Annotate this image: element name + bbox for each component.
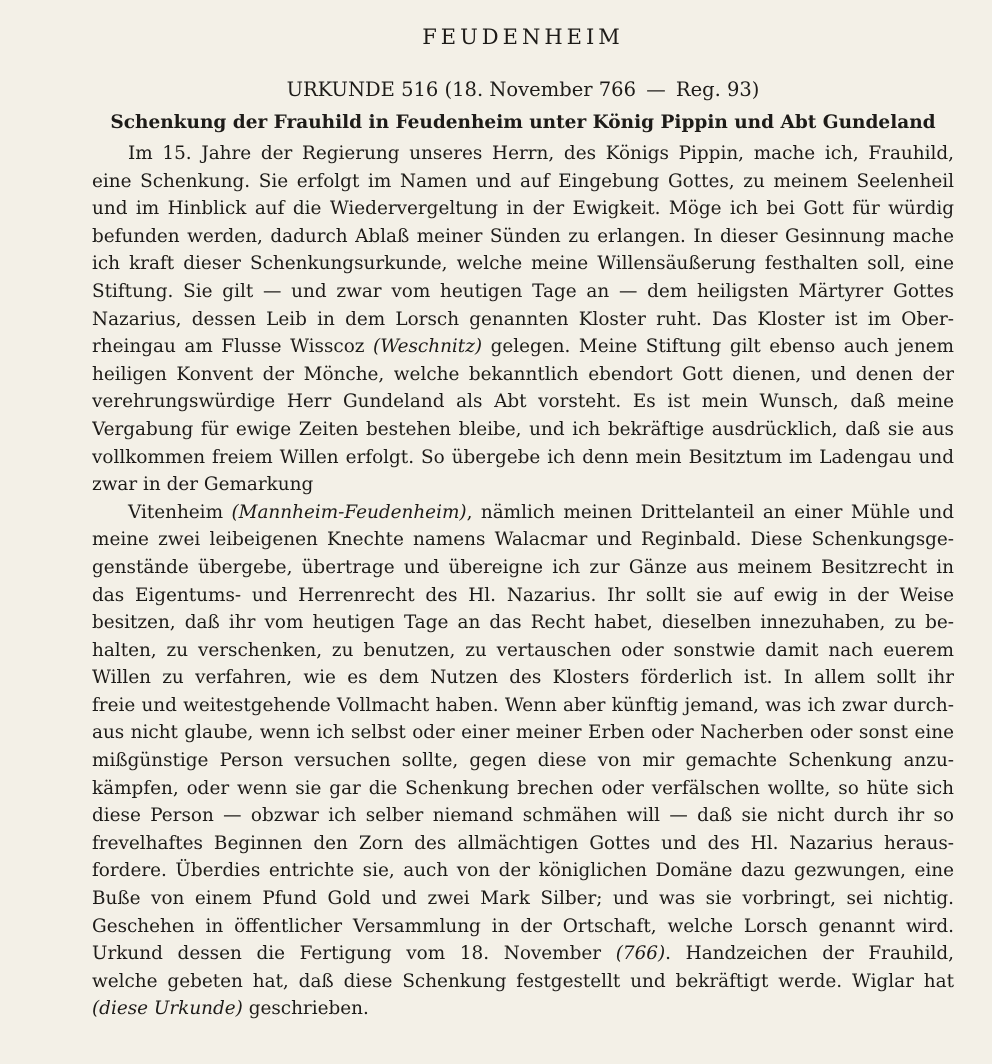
text-line — [92, 168, 954, 196]
text-segment: mißgünstige Person versuchen sollte, gegen diese von mir gemachte Schenkung anzu- — [92, 750, 954, 772]
text-segment: verehrungswürdige Herr Gundeland als Abt vorsteht. Es ist mein Wunsch, daß meine — [92, 391, 954, 413]
text-segment: genstände übergebe, übertrage und übereigne ich zur Gänze aus meinem Besitzrecht in — [92, 556, 954, 578]
document-date: (18. November 766 — [444, 78, 636, 101]
text-segment: vollkommen freiem Willen erfolgt. So übergebe ich denn mein Besitztum im Ladengau und — [92, 446, 954, 468]
text-segment: rheingau am Flusse Wisscoz — [92, 336, 374, 358]
text-line — [92, 444, 954, 472]
paragraph-1 — [92, 140, 954, 499]
text-segment: heiligen Konvent der Mönche, welche bekanntlich ebendort Gott dienen, und denen der — [92, 363, 954, 385]
text-line — [92, 140, 954, 168]
text-line — [92, 609, 954, 637]
text-segment: geschrieben. — [242, 998, 369, 1020]
text-line — [92, 416, 954, 444]
text-line — [92, 637, 954, 665]
text-segment: Urkund dessen die Fertigung vom 18. November — [92, 943, 616, 965]
text-segment: Buße von einem Pfund Gold und zwei Mark Silber; und was sie vorbringt, sei nichtig. — [92, 888, 954, 910]
text-segment: meine zwei leibeigenen Knechte namens Walacmar und Reginbald. Diese Schenkungsge- — [92, 529, 954, 551]
text-line — [92, 692, 954, 720]
paragraph-2 — [92, 499, 954, 1023]
text-line — [92, 968, 954, 996]
text-segment: befunden werden, dadurch Ablaß meiner Sünden zu erlangen. In dieser Gesinnung mache — [92, 225, 954, 247]
italic-annotation: (Mannheim-Feudenheim) — [231, 501, 467, 523]
text-line — [92, 664, 954, 692]
text-segment: , nämlich meinen Drittelanteil an einer Mühle und — [466, 501, 954, 523]
register-reference: Reg. 93) — [675, 78, 760, 101]
text-segment: frevelhaftes Beginnen den Zorn des allmächtigen Gottes und des Hl. Nazarius heraus- — [92, 832, 954, 854]
text-segment: Vitenheim — [128, 501, 232, 523]
text-line — [92, 885, 954, 913]
text-line — [92, 582, 954, 610]
text-line — [92, 913, 954, 941]
text-segment: Stiftung. Sie gilt — und zwar vom heutigen Tage an — dem heiligsten Märtyrer Gottes — [92, 280, 954, 302]
text-segment: Nazarius, dessen Leib in dem Lorsch genannten Kloster ruht. Das Kloster ist im Ober- — [92, 308, 954, 330]
text-segment: Im 15. Jahre der Regierung unseres Herrn, des Königs Pippin, mache ich, Frauhild, — [128, 143, 954, 164]
text-line — [92, 995, 954, 1023]
heading-separator: — — [646, 78, 666, 101]
running-head: FEUDENHEIM — [422, 25, 624, 49]
text-line — [92, 250, 954, 278]
document-subject: Schenkung der Frauhild in Feudenheim unter König Pippin und Abt Gundeland — [110, 112, 936, 133]
text-segment: welche gebeten hat, daß diese Schenkung festgestellt und bekräftigt werde. Wiglar hat — [92, 970, 954, 992]
text-line — [92, 830, 954, 858]
document-number: URKUNDE 516 — [286, 78, 439, 101]
text-line — [92, 775, 954, 803]
text-segment: gelegen. Meine Stiftung gilt ebenso auch jenem — [482, 336, 954, 358]
text-segment: eine Schenkung. Sie erfolgt im Namen und auf Eingebung Gottes, zu meinem Seelenheil — [92, 170, 954, 192]
text-segment: Geschehen in öffentlicher Versammlung in der Ortschaft, welche Lorsch genannt wird. — [92, 915, 954, 937]
text-segment: Vergabung für ewige Zeiten bestehen bleibe, und ich bekräftige ausdrücklich, daß sie aus — [92, 418, 954, 440]
text-segment: ich kraft dieser Schenkungsurkunde, welche meine Willensäußerung festhalten soll, eine — [92, 253, 954, 275]
text-segment: diese Person — obzwar ich selber niemand schmähen will — daß sie nicht durch ihr so — [92, 805, 954, 827]
italic-annotation: (diese Urkunde) — [92, 998, 243, 1020]
text-line — [92, 361, 954, 389]
italic-annotation: (Weschnitz) — [373, 336, 483, 358]
text-segment: . Handzeichen der Frauhild, — [665, 943, 954, 965]
document-heading — [92, 76, 954, 104]
text-line — [92, 195, 954, 223]
text-line — [92, 388, 954, 416]
text-segment: und im Hinblick auf die Wiedervergeltung in der Ewigkeit. Möge ich bei Gott für würdig — [92, 198, 954, 220]
text-line — [92, 223, 954, 251]
text-line — [92, 940, 954, 968]
text-segment: das Eigentums- und Herrenrecht des Hl. Nazarius. Ihr sollt sie auf ewig in der Weise — [92, 584, 954, 606]
text-segment: kämpfen, oder wenn sie gar die Schenkung brechen oder verfälschen wollte, so hüte sich — [92, 777, 954, 799]
text-line — [92, 526, 954, 554]
text-segment: halten, zu verschenken, zu benutzen, zu vertauschen oder sonstwie damit nach euerem — [92, 639, 954, 661]
text-line — [92, 306, 954, 334]
text-line — [92, 499, 954, 527]
text-segment: besitzen, daß ihr vom heutigen Tage an das Recht habet, dieselben innezuhaben, zu be- — [92, 612, 954, 634]
text-line — [92, 554, 954, 582]
text-line — [92, 802, 954, 830]
document-page — [92, 14, 954, 1023]
document-body — [92, 140, 954, 1023]
text-segment: aus nicht glaube, wenn ich selbst oder einer meiner Erben oder Nacherben oder sonst eine — [92, 722, 954, 744]
italic-annotation: (766) — [615, 943, 666, 965]
text-line — [92, 471, 954, 499]
text-segment: fordere. Überdies entrichte sie, auch von der königlichen Domäne dazu gezwungen, eine — [92, 860, 954, 882]
text-line — [92, 333, 954, 361]
text-line — [92, 747, 954, 775]
text-line — [92, 719, 954, 747]
text-segment: zwar in der Gemarkung — [92, 474, 314, 496]
text-segment: Willen zu verfahren, wie es dem Nutzen des Klosters förderlich ist. In allem sollt ihr — [92, 667, 954, 689]
text-segment: freie und weitestgehende Vollmacht haben. Wenn aber künftig jemand, was ich zwar durch- — [92, 694, 954, 716]
text-line — [92, 278, 954, 306]
text-line — [92, 857, 954, 885]
